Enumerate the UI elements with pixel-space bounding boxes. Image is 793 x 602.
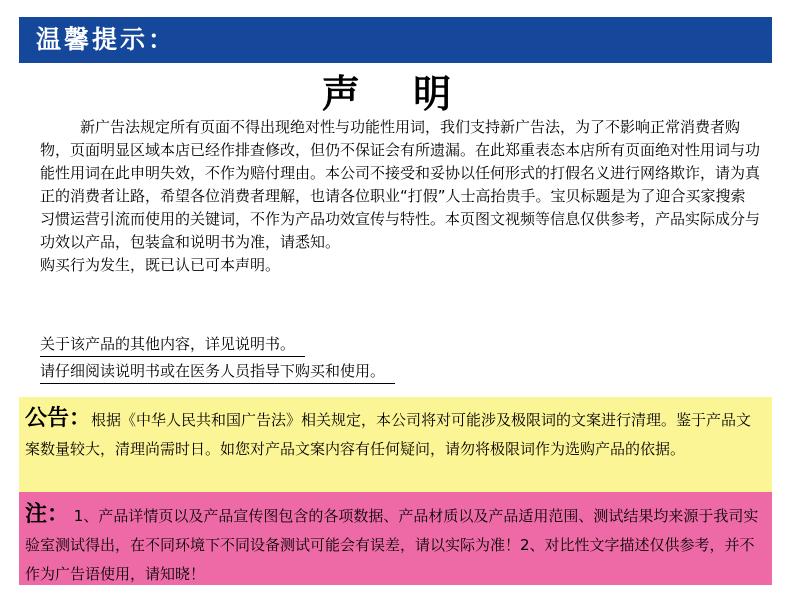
header-bar bbox=[19, 17, 772, 63]
declaration-body bbox=[40, 116, 760, 277]
header-title: 温馨提示： bbox=[36, 25, 177, 54]
note-text: 1、产品详情页以及产品宣传图包含的各项数据、产品材质以及产品适用范围、测试结果均来源于我司实验室测试得出，在不同环境下不同设备测试可能会有误差，请以实际为准！2、对比性文字描述仅供参考，并不作为广告语使用，请知晓！ bbox=[25, 507, 759, 583]
notice-text-block bbox=[25, 404, 760, 464]
product-info-links bbox=[40, 333, 395, 387]
notice-text: 根据《中华人民共和国广告法》相关规定，本公司将对可能涉及极限词的文案进行清理。鉴于产品文案数量较大，清理尚需时日。如您对产品文案内容有任何疑问，请勿将极限词作为选购产品的依据。 bbox=[25, 411, 752, 458]
declaration-paragraph: 新广告法规定所有页面不得出现绝对性与功能性用词，我们支持新广告法，为了不影响正常消费者购物，页面明显区域本店已经作排查修改，但仍不保证会有所遗漏。在此郑重表态本店所有页面绝对性用词与功能性用词在此申明失效，不作为赔付理由。本公司不接受和妥协以任何形式的打假名义进行网络欺诈，请为真正的消费者让路，希望各位消费者理解，也请各位职业“打假”人士高抬贵手。宝贝标题是为了迎合买家搜索习惯运营引流而使用的关键词，不作为产品功效宣传与特性。本页图文视频等信息仅供参考，产品实际成分与功效以产品，包装盒和说明书为准，请悉知。 bbox=[40, 118, 761, 251]
declaration-line2: 购买行为发生，既已认已可本声明。 bbox=[40, 256, 281, 274]
link-product-other-info[interactable]: 关于该产品的其他内容，详见说明书。 bbox=[40, 333, 305, 357]
note-text-block bbox=[25, 500, 760, 589]
declaration-title: 声 明 bbox=[321, 72, 472, 116]
note-label: 注： bbox=[25, 502, 70, 527]
link-read-manual[interactable]: 请仔细阅读说明书或在医务人员指导下购买和使用。 bbox=[40, 360, 395, 384]
notice-label: 公告： bbox=[25, 406, 92, 431]
